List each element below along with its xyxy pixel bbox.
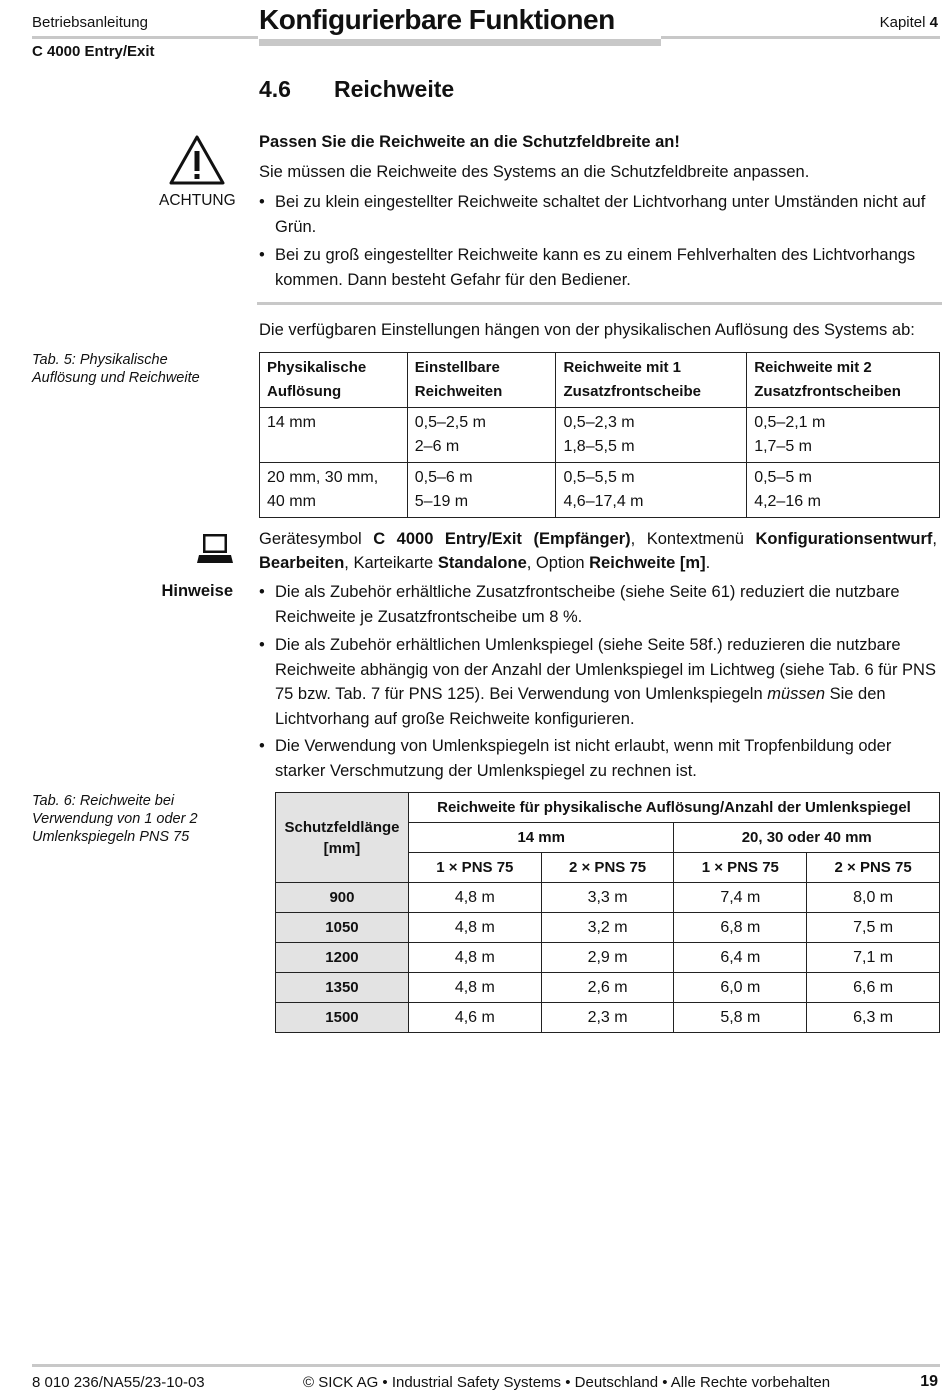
menu-path-edit: Bearbeiten: [259, 554, 345, 572]
chapter-label: Kapitel: [879, 14, 926, 31]
note-bullet-3: • Die Verwendung von Umlenkspiegeln ist nicht erlaubt, wenn mit Tropfenbildung oder starker Verschmutzung der Umlenkspiegel zu rechnen ist.: [259, 737, 892, 780]
table-cell: 2,3 m: [541, 1003, 674, 1033]
table-cell: 1500: [276, 1003, 409, 1033]
table6-subheader: 2 × PNS 75: [807, 853, 940, 883]
software-path: Gerätesymbol C 4000 Entry/Exit (Empfänger), Kontextmenü Konfigurationsentwurf, Bearbeiten, Karteikarte Standalone, Option Reichweite [m].: [259, 530, 937, 572]
product-name: C 4000 Entry/Exit: [32, 43, 155, 60]
warning-icon: [168, 134, 226, 186]
table-cell: 0,5–2,3 m 1,8–5,5 m: [556, 408, 747, 463]
table-cell: 1200: [276, 943, 409, 973]
chapter-number: 4: [929, 14, 938, 31]
table-cell: 0,5–6 m 5–19 m: [407, 463, 556, 518]
doc-number: 8 010 236/NA55/23-10-03: [32, 1374, 205, 1391]
table-row: [260, 463, 940, 518]
table5-header: Physikalische Auflösung: [260, 353, 408, 408]
warning-bottom-rule: [257, 302, 942, 305]
warning-heading: Passen Sie die Reichweite an die Schutzfeldbreite an!: [259, 133, 680, 151]
table5-header: Einstellbare Reichweiten: [407, 353, 556, 408]
warning-text: Sie müssen die Reichweite des Systems an die Schutzfeldbreite anpassen.: [259, 163, 810, 181]
table-cell: 1050: [276, 913, 409, 943]
header-rule-center: [259, 39, 661, 46]
menu-path-tab: Standalone: [437, 554, 527, 572]
table-cell: 8,0 m: [807, 883, 940, 913]
table-row: [276, 943, 940, 973]
table-cell: 1350: [276, 973, 409, 1003]
table-row: [260, 408, 940, 463]
table5-header: Reichweite mit 1 Zusatzfrontscheibe: [556, 353, 747, 408]
table5-header-row: [260, 353, 940, 408]
laptop-icon: [197, 532, 233, 566]
warning-bullet-1: • Bei zu klein eingestellter Reichweite schaltet der Lichtvorhang unter Umständen nicht auf Grün.: [259, 193, 926, 236]
table5: [259, 352, 940, 518]
table6-caption: Tab. 6: Reichweite bei Verwendung von 1 oder 2 Umlenkspiegeln PNS 75: [32, 793, 198, 845]
table-cell: 14 mm: [260, 408, 408, 463]
table-cell: 3,2 m: [541, 913, 674, 943]
table6-group-14mm: 14 mm: [408, 823, 674, 853]
table-row: [276, 973, 940, 1003]
chapter-indicator: [880, 14, 938, 31]
table6: [275, 792, 940, 1033]
footer-rule: [32, 1364, 940, 1367]
header-rule-right: [661, 36, 940, 39]
menu-path-device: C 4000 Entry/Exit (Empfänger): [373, 530, 631, 548]
menu-path-option: Reichweite [m]: [589, 554, 706, 572]
table-cell: 0,5–5 m 4,2–16 m: [747, 463, 940, 518]
section-number: 4.6: [259, 76, 291, 102]
table-cell: 4,8 m: [408, 913, 541, 943]
table-cell: 900: [276, 883, 409, 913]
intro-text: Die verfügbaren Einstellungen hängen von der physikalischen Auflösung des Systems ab:: [259, 321, 915, 339]
table-row: [276, 883, 940, 913]
table-cell: 6,8 m: [674, 913, 807, 943]
table-cell: 3,3 m: [541, 883, 674, 913]
header-rule-left: [32, 36, 258, 39]
table-row: [276, 1003, 940, 1033]
table-cell: 6,3 m: [807, 1003, 940, 1033]
table-cell: 7,5 m: [807, 913, 940, 943]
table-cell: 0,5–5,5 m 4,6–17,4 m: [556, 463, 747, 518]
table-cell: 5,8 m: [674, 1003, 807, 1033]
table-row: [276, 913, 940, 943]
menu-path-context: Konfigurationsentwurf: [755, 530, 933, 548]
table-cell: 7,1 m: [807, 943, 940, 973]
table-cell: 0,5–2,1 m 1,7–5 m: [747, 408, 940, 463]
table-cell: 7,4 m: [674, 883, 807, 913]
table6-col1-header: Schutzfeldlänge [mm]: [276, 793, 409, 883]
page-number: 19: [920, 1373, 938, 1390]
table5-header: Reichweite mit 2 Zusatzfrontscheiben: [747, 353, 940, 408]
table-cell: 2,9 m: [541, 943, 674, 973]
table6-subheader: 1 × PNS 75: [674, 853, 807, 883]
table6-top-header: Reichweite für physikalische Auflösung/Anzahl der Umlenkspiegel: [408, 793, 939, 823]
table-cell: 6,6 m: [807, 973, 940, 1003]
table-cell: 0,5–2,5 m 2–6 m: [407, 408, 556, 463]
warning-label: ACHTUNG: [159, 192, 236, 209]
table-cell: 4,8 m: [408, 883, 541, 913]
table5-caption: Tab. 5: Physikalische Auflösung und Reichweite: [32, 352, 200, 386]
note-bullet-2: • Die als Zubehör erhältlichen Umlenkspiegel (siehe Seite 58f.) reduzieren die nutzbare Reichweite abhängig von der Anzahl der Umlenkspiegel im Lichtweg (siehe Tab. 6 für PNS 75 bzw. Tab. 7 für PNS 125). Bei Verwendung von Umlenkspiegeln müssen Sie den Lichtvorhang auf große Reichweite konfigurieren.: [259, 636, 936, 728]
table-cell: 4,6 m: [408, 1003, 541, 1033]
notes-label: Hinweise: [161, 582, 233, 600]
table-cell: 4,8 m: [408, 943, 541, 973]
page-title: Konfigurierbare Funktionen: [259, 4, 615, 35]
table6-subheader: 1 × PNS 75: [408, 853, 541, 883]
warning-bullet-2: • Bei zu groß eingestellter Reichweite kann es zu einem Fehlverhalten des Lichtvorhangs kommen. Dann besteht Gefahr für den Bediener.: [259, 246, 916, 289]
table-cell: 6,4 m: [674, 943, 807, 973]
table-cell: 2,6 m: [541, 973, 674, 1003]
doc-type: Betriebsanleitung: [32, 14, 148, 31]
table-cell: 20 mm, 30 mm, 40 mm: [260, 463, 408, 518]
table6-subheader: 2 × PNS 75: [541, 853, 674, 883]
copyright: © SICK AG • Industrial Safety Systems • Deutschland • Alle Rechte vorbehalten: [303, 1374, 831, 1391]
section-title: Reichweite: [334, 76, 455, 102]
table-cell: 4,8 m: [408, 973, 541, 1003]
table6-group-20-40mm: 20, 30 oder 40 mm: [674, 823, 940, 853]
note-bullet-1: • Die als Zubehör erhältliche Zusatzfrontscheibe (siehe Seite 61) reduziert die nutzbare Reichweite je Zusatzfrontscheibe um 8 %.: [259, 583, 900, 626]
table-cell: 6,0 m: [674, 973, 807, 1003]
